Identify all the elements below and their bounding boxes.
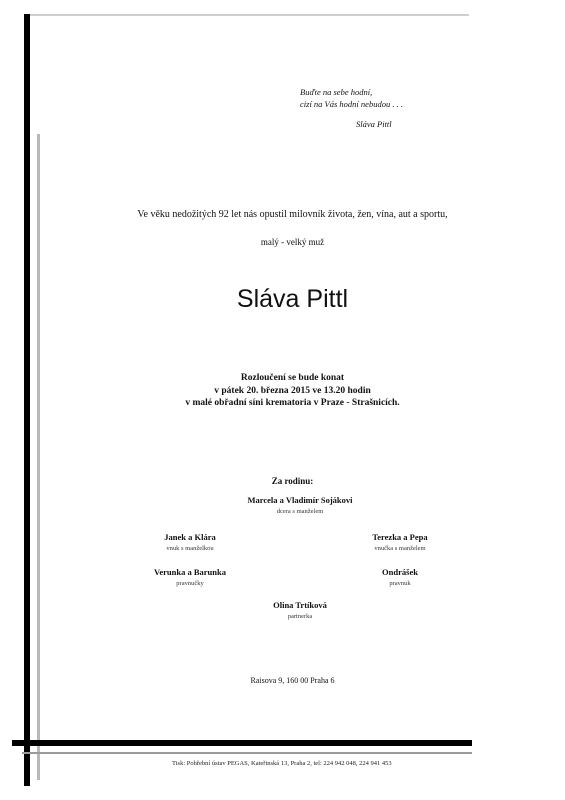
motto-line-2: cizí na Vás hodní nebudou . . . bbox=[300, 99, 403, 109]
family-member-name: Terezka a Pepa bbox=[372, 532, 428, 542]
intro-text: Ve věku nedožitých 92 let nás opustil milovník života, žen, vína, aut a sportu, bbox=[137, 209, 448, 220]
bottom-mourning-bar bbox=[12, 740, 472, 746]
family-member-name: Janek a Klára bbox=[164, 532, 216, 542]
motto bbox=[300, 86, 403, 130]
family-member bbox=[120, 567, 260, 589]
family-member bbox=[120, 532, 260, 554]
motto-line-1: Buďte na sebe hodní, bbox=[300, 87, 373, 97]
top-border-line bbox=[24, 14, 469, 16]
family-member-name: Olina Trtíková bbox=[273, 600, 327, 610]
printer-credit: Tisk: Pohřební ústav PEGAS, Kateřinská 13, Praha 2, tel: 224 942 048, 224 941 453 bbox=[172, 760, 392, 767]
deceased-name: Sláva Pittl bbox=[236, 285, 349, 313]
family-member-role: dcera s manželem bbox=[276, 508, 324, 515]
left-mourning-bar bbox=[24, 14, 30, 786]
family-member-name: Marcela a Vladimír Sojákovi bbox=[247, 495, 353, 505]
family-member-name: Ondrášek bbox=[382, 567, 418, 577]
funeral-line-3: v malé obřadní síni krematoria v Praze - Strašnicích. bbox=[185, 398, 400, 408]
family-member-role: vnuk s manželkou bbox=[166, 545, 214, 552]
family-member-role: pravnučky bbox=[176, 580, 204, 587]
funeral-info bbox=[40, 372, 545, 410]
family-member bbox=[330, 567, 470, 589]
subtitle-text: malý - velký muž bbox=[260, 237, 325, 247]
family-heading: Za rodinu: bbox=[271, 476, 314, 486]
address-text: Raisova 9, 160 00 Praha 6 bbox=[250, 676, 335, 685]
family-member-role: pravnuk bbox=[389, 580, 411, 587]
family-member-role: partnerka bbox=[287, 613, 313, 620]
family-member bbox=[330, 532, 470, 554]
funeral-line-2: v pátek 20. března 2015 ve 13.20 hodin bbox=[214, 385, 371, 396]
family-member-name: Verunka a Barunka bbox=[154, 567, 226, 577]
family-member bbox=[220, 600, 380, 622]
family-member-role: vnučka s manželem bbox=[374, 545, 426, 552]
bottom-thin-bar bbox=[22, 752, 472, 754]
family-member bbox=[200, 495, 400, 517]
funeral-line-1: Rozloučení se bude konat bbox=[240, 373, 345, 383]
motto-signature: Sláva Pittl bbox=[356, 119, 392, 129]
